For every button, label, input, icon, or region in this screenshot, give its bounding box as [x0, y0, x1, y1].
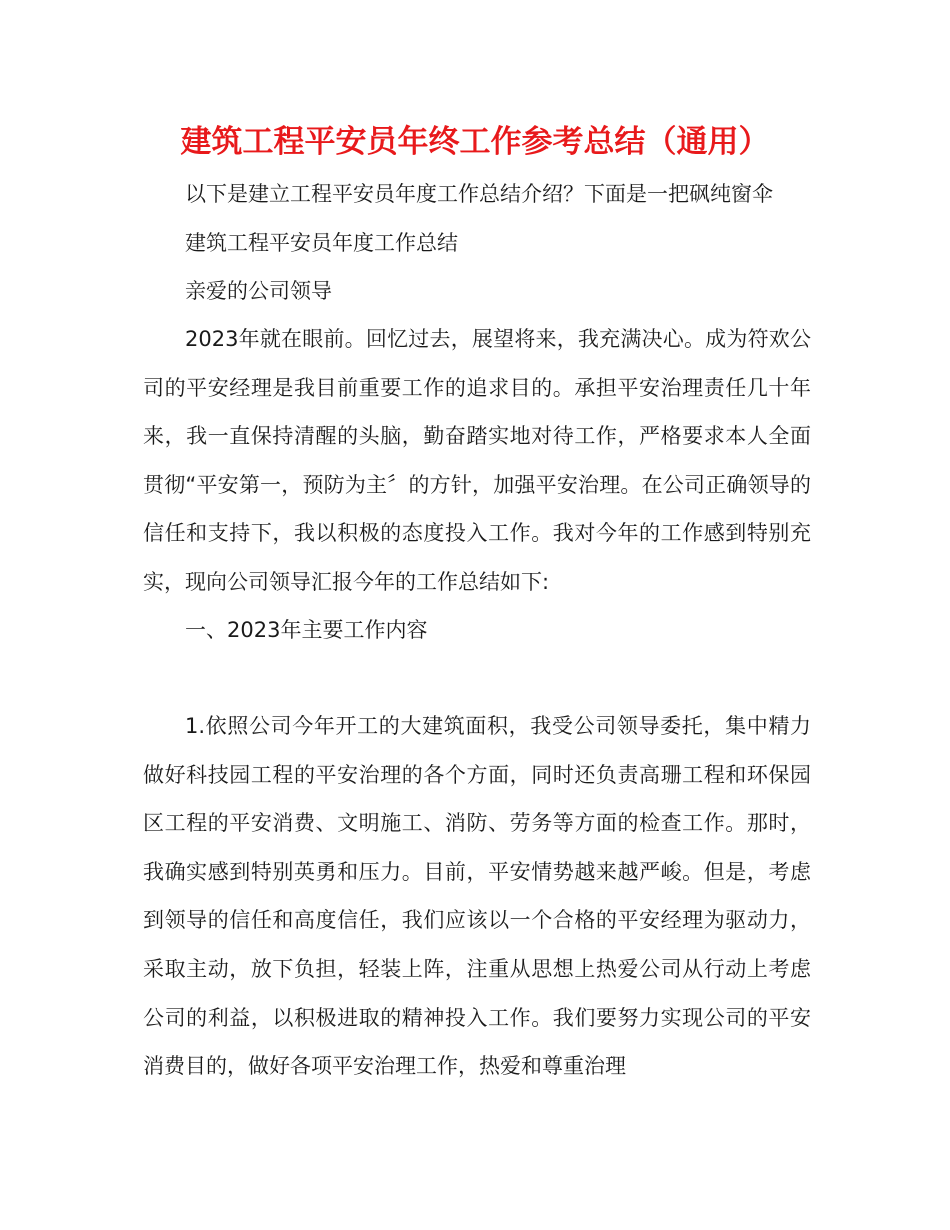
document-title: 建筑工程平安员年终工作参考总结（通用）: [180, 124, 770, 160]
body-paragraph-2: 1.依照公司今年开工的大建筑面积，我受公司领导委托，集中精力做好科技园工程的平安治理的各个方面，同时还负责高珊工程和环保园区工程的平安消费、文明施工、消防、劳务等方面的检查工作。那时，我确实感到特别英勇和压力。目前，平安情势越来越严峻。但是，考虑到领导的信任和高度信任，我们应该以一个合格的平安经理为驱动力，采取主动，放下负担，轻装上阵，注重从思想上热爱公司从行动上考虑公司的利益，以积极进取的精神投入工作。我们要努力实现公司的平安消费目的，做好各项平安治理工作，热爱和尊重治理: [143, 714, 811, 1079]
subtitle-line: 建筑工程平安员年度工作总结: [185, 231, 458, 255]
section-heading: 一、2023年主要工作内容: [185, 618, 428, 642]
salutation-line: 亲爱的公司领导: [185, 279, 332, 303]
body-paragraph-1: 2023年就在眼前。回忆过去，展望将来，我充满决心。成为符欢公司的平安经理是我目前重要工作的追求目的。承担平安治理责任几十年来，我一直保持清醒的头脑，勤奋踏实地对待工作，严格要求本人全面贯彻“平安第一，预防为主〞的方针，加强平安治理。在公司正确领导的信任和支持下，我以积极的态度投入工作。我对今年的工作感到特别充实，现向公司领导汇报今年的工作总结如下:: [143, 327, 811, 594]
intro-line: 以下是建立工程平安员年度工作总结介绍？下面是一把砜纯窗伞: [185, 182, 773, 206]
